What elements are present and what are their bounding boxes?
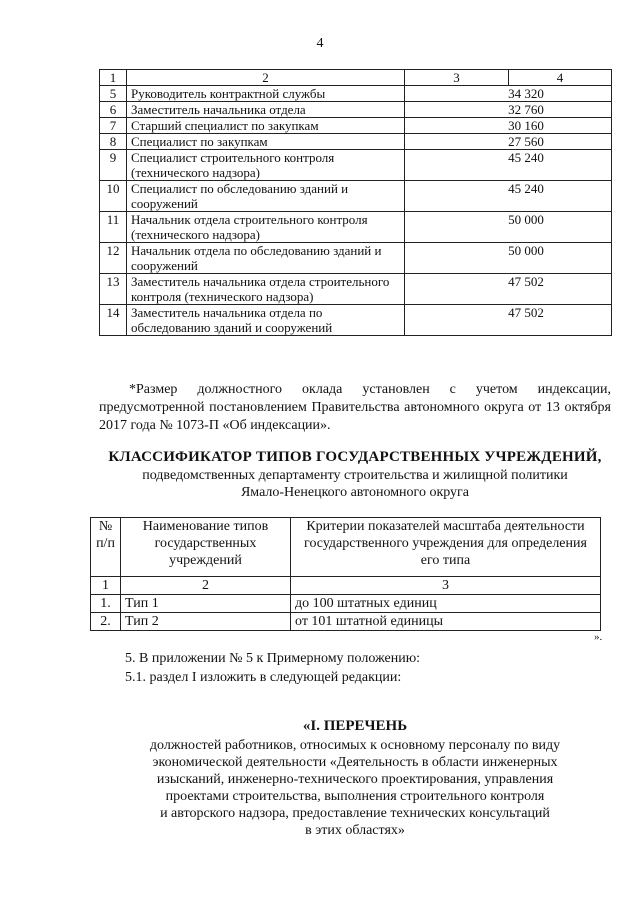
table-row (100, 181, 612, 212)
table-row (100, 102, 612, 118)
position-cell: Заместитель начальника отдела (127, 102, 405, 118)
classifier-table (90, 517, 601, 631)
paragraph-5-1: 5.1. раздел I изложить в следующей редакции: (125, 670, 402, 685)
criteria-cell: до 100 штатных единиц (291, 595, 601, 613)
header-cell: 3 (405, 70, 509, 86)
criteria-cell: от 101 штатной единицы (291, 613, 601, 631)
header-cell: № п/п (91, 518, 121, 577)
list-description: должностей работников, относимых к основному персоналу по виду экономической деятельности «Деятельность в области инженерных изысканий, инженерно-технического проектирования, управления проектами строительства, выполнения строительного контроля и авторского надзора, предоставление технических консультаций в этих областях» (149, 738, 561, 838)
list-title: «I. ПЕРЕЧЕНЬ (302, 718, 408, 734)
row-number: 2. (91, 613, 121, 631)
row-number: 9 (100, 150, 127, 181)
classifier-title: КЛАССИФИКАТОР ТИПОВ ГОСУДАРСТВЕННЫХ УЧРЕЖДЕНИЙ, (108, 449, 602, 465)
table-header-row (91, 518, 601, 577)
table-row (100, 134, 612, 150)
numbering-cell: 1 (91, 577, 121, 595)
header-cell: 1 (100, 70, 127, 86)
salary-amount: 45 240 (405, 150, 612, 181)
header-cell: 2 (127, 70, 405, 86)
row-number: 8 (100, 134, 127, 150)
position-cell: Начальник отдела строительного контроля (технического надзора) (127, 212, 405, 243)
position-cell: Заместитель начальника отдела строительного контроля (технического надзора) (127, 274, 405, 305)
footnote: *Размер должностного оклада установлен с учетом индексации, предусмотренной постановлением Правительства автономного округа от 13 октября 2017 года № 1073-П «Об индексации». (99, 382, 611, 433)
table-row (100, 118, 612, 134)
table-row (100, 86, 612, 102)
paragraph-5: 5. В приложении № 5 к Примерному положению: (125, 651, 421, 666)
salary-amount: 34 320 (405, 86, 612, 102)
row-number: 5 (100, 86, 127, 102)
position-cell: Специалист по обследованию зданий и сооружений (127, 181, 405, 212)
table-row (100, 274, 612, 305)
salary-amount: 45 240 (405, 181, 612, 212)
row-number: 13 (100, 274, 127, 305)
table-row (100, 243, 612, 274)
type-cell: Тип 2 (121, 613, 291, 631)
position-cell: Начальник отдела по обследованию зданий и сооружений (127, 243, 405, 274)
type-cell: Тип 1 (121, 595, 291, 613)
closing-quote: ». (594, 631, 603, 643)
numbering-cell: 2 (121, 577, 291, 595)
salary-amount: 50 000 (405, 212, 612, 243)
numbering-cell: 3 (291, 577, 601, 595)
header-cell: 4 (509, 70, 612, 86)
row-number: 10 (100, 181, 127, 212)
salary-table (99, 69, 612, 336)
row-number: 12 (100, 243, 127, 274)
row-number: 1. (91, 595, 121, 613)
position-cell: Руководитель контрактной службы (127, 86, 405, 102)
salary-amount: 50 000 (405, 243, 612, 274)
row-number: 11 (100, 212, 127, 243)
classifier-subtitle: подведомственных департаменту строительства и жилищной политики Ямало-Ненецкого автономного округа (142, 468, 568, 500)
position-cell: Старший специалист по закупкам (127, 118, 405, 134)
header-cell: Наименование типов государственных учреждений (121, 518, 291, 577)
header-cell: Критерии показателей масштаба деятельности государственного учреждения для определения его типа (291, 518, 601, 577)
numbering-row (91, 577, 601, 595)
salary-amount: 27 560 (405, 134, 612, 150)
row-number: 7 (100, 118, 127, 134)
table-row (100, 305, 612, 336)
table-row (100, 150, 612, 181)
row-number: 14 (100, 305, 127, 336)
page-number: 4 (316, 36, 324, 51)
salary-amount: 47 502 (405, 305, 612, 336)
position-cell: Заместитель начальника отдела по обследованию зданий и сооружений (127, 305, 405, 336)
salary-amount: 47 502 (405, 274, 612, 305)
table-row (100, 212, 612, 243)
table-header-row (100, 70, 612, 86)
salary-amount: 32 760 (405, 102, 612, 118)
row-number: 6 (100, 102, 127, 118)
table-row (91, 613, 601, 631)
position-cell: Специалист строительного контроля (технического надзора) (127, 150, 405, 181)
table-row (91, 595, 601, 613)
position-cell: Специалист по закупкам (127, 134, 405, 150)
salary-amount: 30 160 (405, 118, 612, 134)
